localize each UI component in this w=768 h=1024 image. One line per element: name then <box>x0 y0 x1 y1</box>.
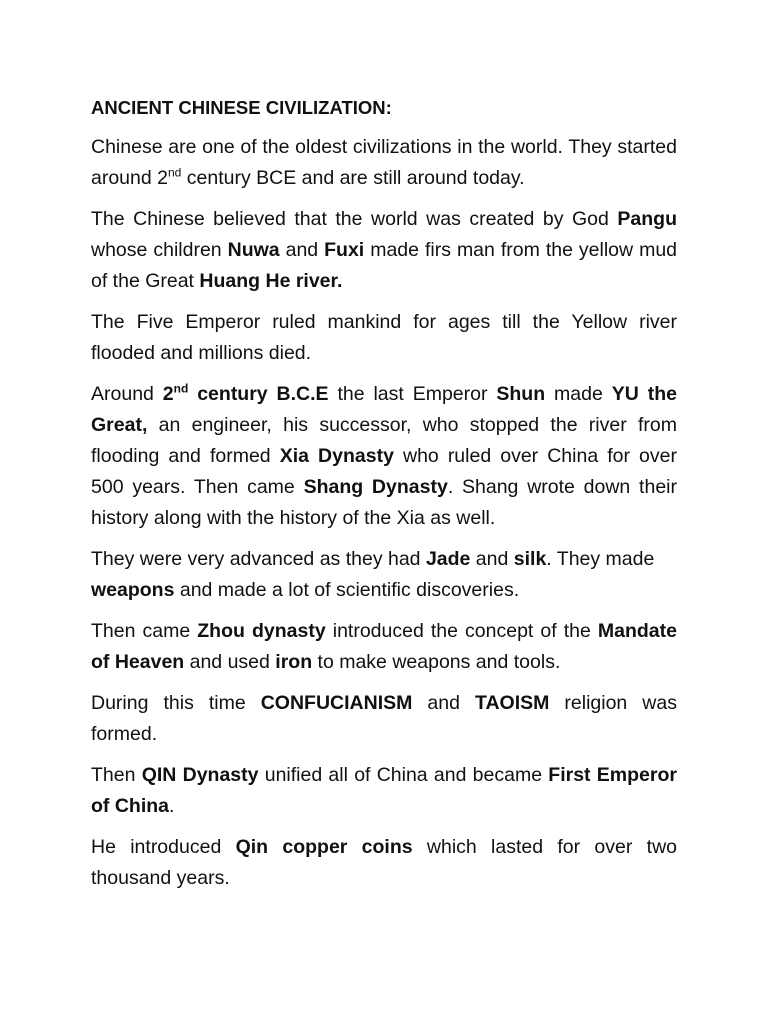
text-span: Then came <box>91 620 198 642</box>
paragraph-religion <box>91 688 677 750</box>
text-span: unified all of China and became <box>258 764 549 786</box>
paragraph-five-emperors <box>91 307 677 369</box>
paragraph-advances <box>91 544 677 606</box>
text-span: and <box>412 692 475 714</box>
text-span: and <box>470 548 514 570</box>
text-span: which lasted for over two thousand years. <box>91 836 677 889</box>
paragraph-creation <box>91 204 677 297</box>
bold-term: silk <box>513 548 547 570</box>
document-title: ANCIENT CHINESE CIVILIZATION: <box>91 97 392 118</box>
text-span: The Chinese believed that the world was created by God <box>91 208 618 230</box>
bold-term: iron <box>275 651 313 673</box>
text-span: religion was formed. <box>91 692 677 745</box>
bold-term: Shun <box>496 383 546 405</box>
text-span: During this time <box>91 692 261 714</box>
text-span: Chinese are one of the oldest civilizations in the world. They started around 2 <box>91 136 677 189</box>
text-span: who ruled over China for over 500 years. Then came <box>91 445 677 498</box>
superscript: nd <box>173 381 189 396</box>
text-span: to make weapons and tools. <box>312 651 561 673</box>
paragraph-zhou <box>91 616 677 678</box>
bold-term: Mandate of Heaven <box>91 620 677 673</box>
bold-term: QIN Dynasty <box>141 764 259 786</box>
text-span: . <box>169 795 175 817</box>
paragraph-intro <box>91 132 677 194</box>
text-span: and made a lot of scientific discoveries. <box>174 579 520 601</box>
superscript: nd <box>167 165 182 180</box>
bold-term: Xia Dynasty <box>279 445 394 467</box>
bold-term: Zhou dynasty <box>197 620 326 642</box>
text-span: whose children <box>91 239 228 261</box>
text-span: Then <box>91 764 142 786</box>
bold-term: Qin copper coins <box>235 836 413 858</box>
paragraph-dynasties <box>91 379 677 534</box>
text-span: century BCE and are still around today. <box>181 167 525 189</box>
bold-term: century B.C.E <box>188 383 329 405</box>
bold-term: First Emperor of China <box>91 764 677 817</box>
text-span: the last Emperor <box>328 383 497 405</box>
bold-term: YU the Great, <box>91 383 677 436</box>
bold-term: Pangu <box>617 208 677 230</box>
text-span: . Shang wrote down their history along with the history of the Xia as well. <box>91 476 677 529</box>
bold-term: weapons <box>91 579 175 601</box>
text-span: They were very advanced as they had <box>91 548 426 570</box>
text-span: The Five Emperor ruled mankind for ages till the Yellow river flooded and millions died. <box>91 311 677 364</box>
bold-term: Fuxi <box>324 239 365 261</box>
text-span: Around <box>91 383 163 405</box>
text-span: introduced the concept of the <box>325 620 598 642</box>
text-span: He introduced <box>91 836 236 858</box>
bold-term: Shang Dynasty <box>303 476 448 498</box>
text-span: made firs man from the yellow mud of the Great <box>91 239 678 292</box>
bold-term: CONFUCIANISM <box>260 692 413 714</box>
bold-term: Huang He river. <box>199 270 343 292</box>
bold-term: 2 <box>162 383 174 405</box>
text-span: . They made <box>546 548 655 570</box>
text-span: and <box>279 239 325 261</box>
paragraph-coins <box>91 832 677 894</box>
paragraph-qin <box>91 760 677 822</box>
bold-term: TAOISM <box>474 692 550 714</box>
text-span: and used <box>184 651 276 673</box>
text-span: an engineer, his successor, who stopped the river from flooding and formed <box>91 414 677 467</box>
bold-term: Nuwa <box>227 239 280 261</box>
text-span: made <box>545 383 612 405</box>
bold-term: Jade <box>425 548 471 570</box>
